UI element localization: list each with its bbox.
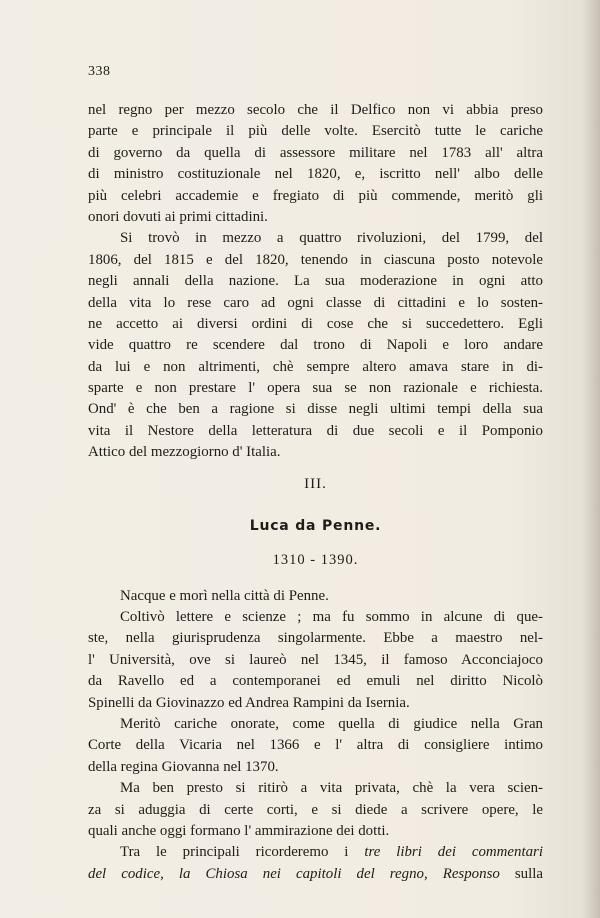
text-line: Attico del mezzogiorno d' Italia. <box>88 444 281 461</box>
paragraph <box>88 778 543 842</box>
text-line: quali anche oggi formano l' ammirazione dei dotti. <box>88 822 390 839</box>
text-line: Corte della Vicaria nel 1366 e l' altra di consigliere intimo <box>88 737 543 754</box>
text-line: negli annali della nazione. La sua moderazione in ogni atto <box>88 273 543 290</box>
text-line: l' Università, ove si laureò nel 1345, il famoso Acconciajoco <box>88 651 543 668</box>
section-delfico-text <box>88 100 543 464</box>
text-line: da lui e non altrimenti, chè sempre altero amava stare in di- <box>88 358 543 375</box>
text-line: Ond' è che ben a ragione si disse negli ultimi tempi della sua <box>88 401 543 418</box>
text-line: 1806, del 1815 e del 1820, tenendo in ciascuna posto notevole <box>88 251 543 268</box>
italic-title: tre libri dei commentari <box>364 844 543 861</box>
text-line: onori dovuti ai primi cittadini. <box>88 208 268 225</box>
italic-title: del codice, la Chiosa nei capitoli del regno, Responso <box>88 865 500 882</box>
text-line: za si aduggia di certe corti, e si diede a scrivere opere, le <box>88 801 543 818</box>
text-line: di ministro costituzionale nel 1820, e, iscritto nell' albo delle <box>88 166 543 183</box>
paragraph <box>88 586 543 607</box>
text-line: più celebri accademie e fregiato di più commende, meritò gli <box>88 187 543 204</box>
page-number: 338 <box>88 64 111 79</box>
section-number: III. <box>304 475 327 492</box>
text-line: Spinelli da Giovinazzo ed Andrea Rampini da Isernia. <box>88 694 410 711</box>
paragraph <box>88 228 543 463</box>
text-line: Coltivò lettere e scienze ; ma fu sommo in alcune di que- <box>120 609 543 626</box>
text-line: Tra le principali ricorderemo i tre libri dei commentari <box>120 844 543 861</box>
text-line: parte e principale il più delle volte. Esercitò tutte le cariche <box>88 123 543 140</box>
text-line: della regina Giovanna nel 1370. <box>88 758 279 775</box>
paragraph <box>88 714 543 778</box>
text-line: vide quattro re scendere dal trono di Napoli e loro andare <box>88 337 543 354</box>
text-line: nel regno per mezzo secolo che il Delfico non vi abbia preso <box>88 102 543 118</box>
section-dates: 1310 - 1390. <box>272 551 359 568</box>
text-line: del codice, la Chiosa nei capitoli del regno, Responso sulla <box>88 865 543 882</box>
text-line: vita il Nestore della letteratura di due secoli e il Pomponio <box>88 422 543 439</box>
paragraph <box>88 607 543 714</box>
page-edge-shadow <box>582 0 600 918</box>
text-line: Nacque e morì nella città di Penne. <box>120 587 329 604</box>
text-line: della vita lo rese caro ad ogni classe di cittadini e lo sosten- <box>88 294 543 311</box>
text-line: di governo da quella di assessore militare nel 1783 all' altra <box>88 144 543 161</box>
page-body <box>88 100 543 885</box>
text-line: ste, nella giurisprudenza singolarmente. Ebbe a maestro nel- <box>88 630 543 647</box>
text-line: sparte e non prestare l' opera sua se non razionale e richiesta. <box>88 380 543 397</box>
section-title: Luca da Penne. <box>249 517 382 534</box>
paragraph <box>88 100 543 228</box>
text-line: ne accetto ai diversi ordini di cose che si succedettero. Egli <box>88 315 543 332</box>
text-line: Meritò cariche onorate, come quella di giudice nella Gran <box>120 715 543 732</box>
text-line: da Ravello ed a contemporanei ed emuli nel diritto Nicolò <box>88 673 543 690</box>
text-line: Ma ben presto si ritirò a vita privata, chè la vera scien- <box>120 780 543 797</box>
section-luca-text <box>88 586 543 843</box>
text-line: Si trovò in mezzo a quattro rivoluzioni, del 1799, del <box>120 230 543 247</box>
paragraph <box>88 842 543 885</box>
